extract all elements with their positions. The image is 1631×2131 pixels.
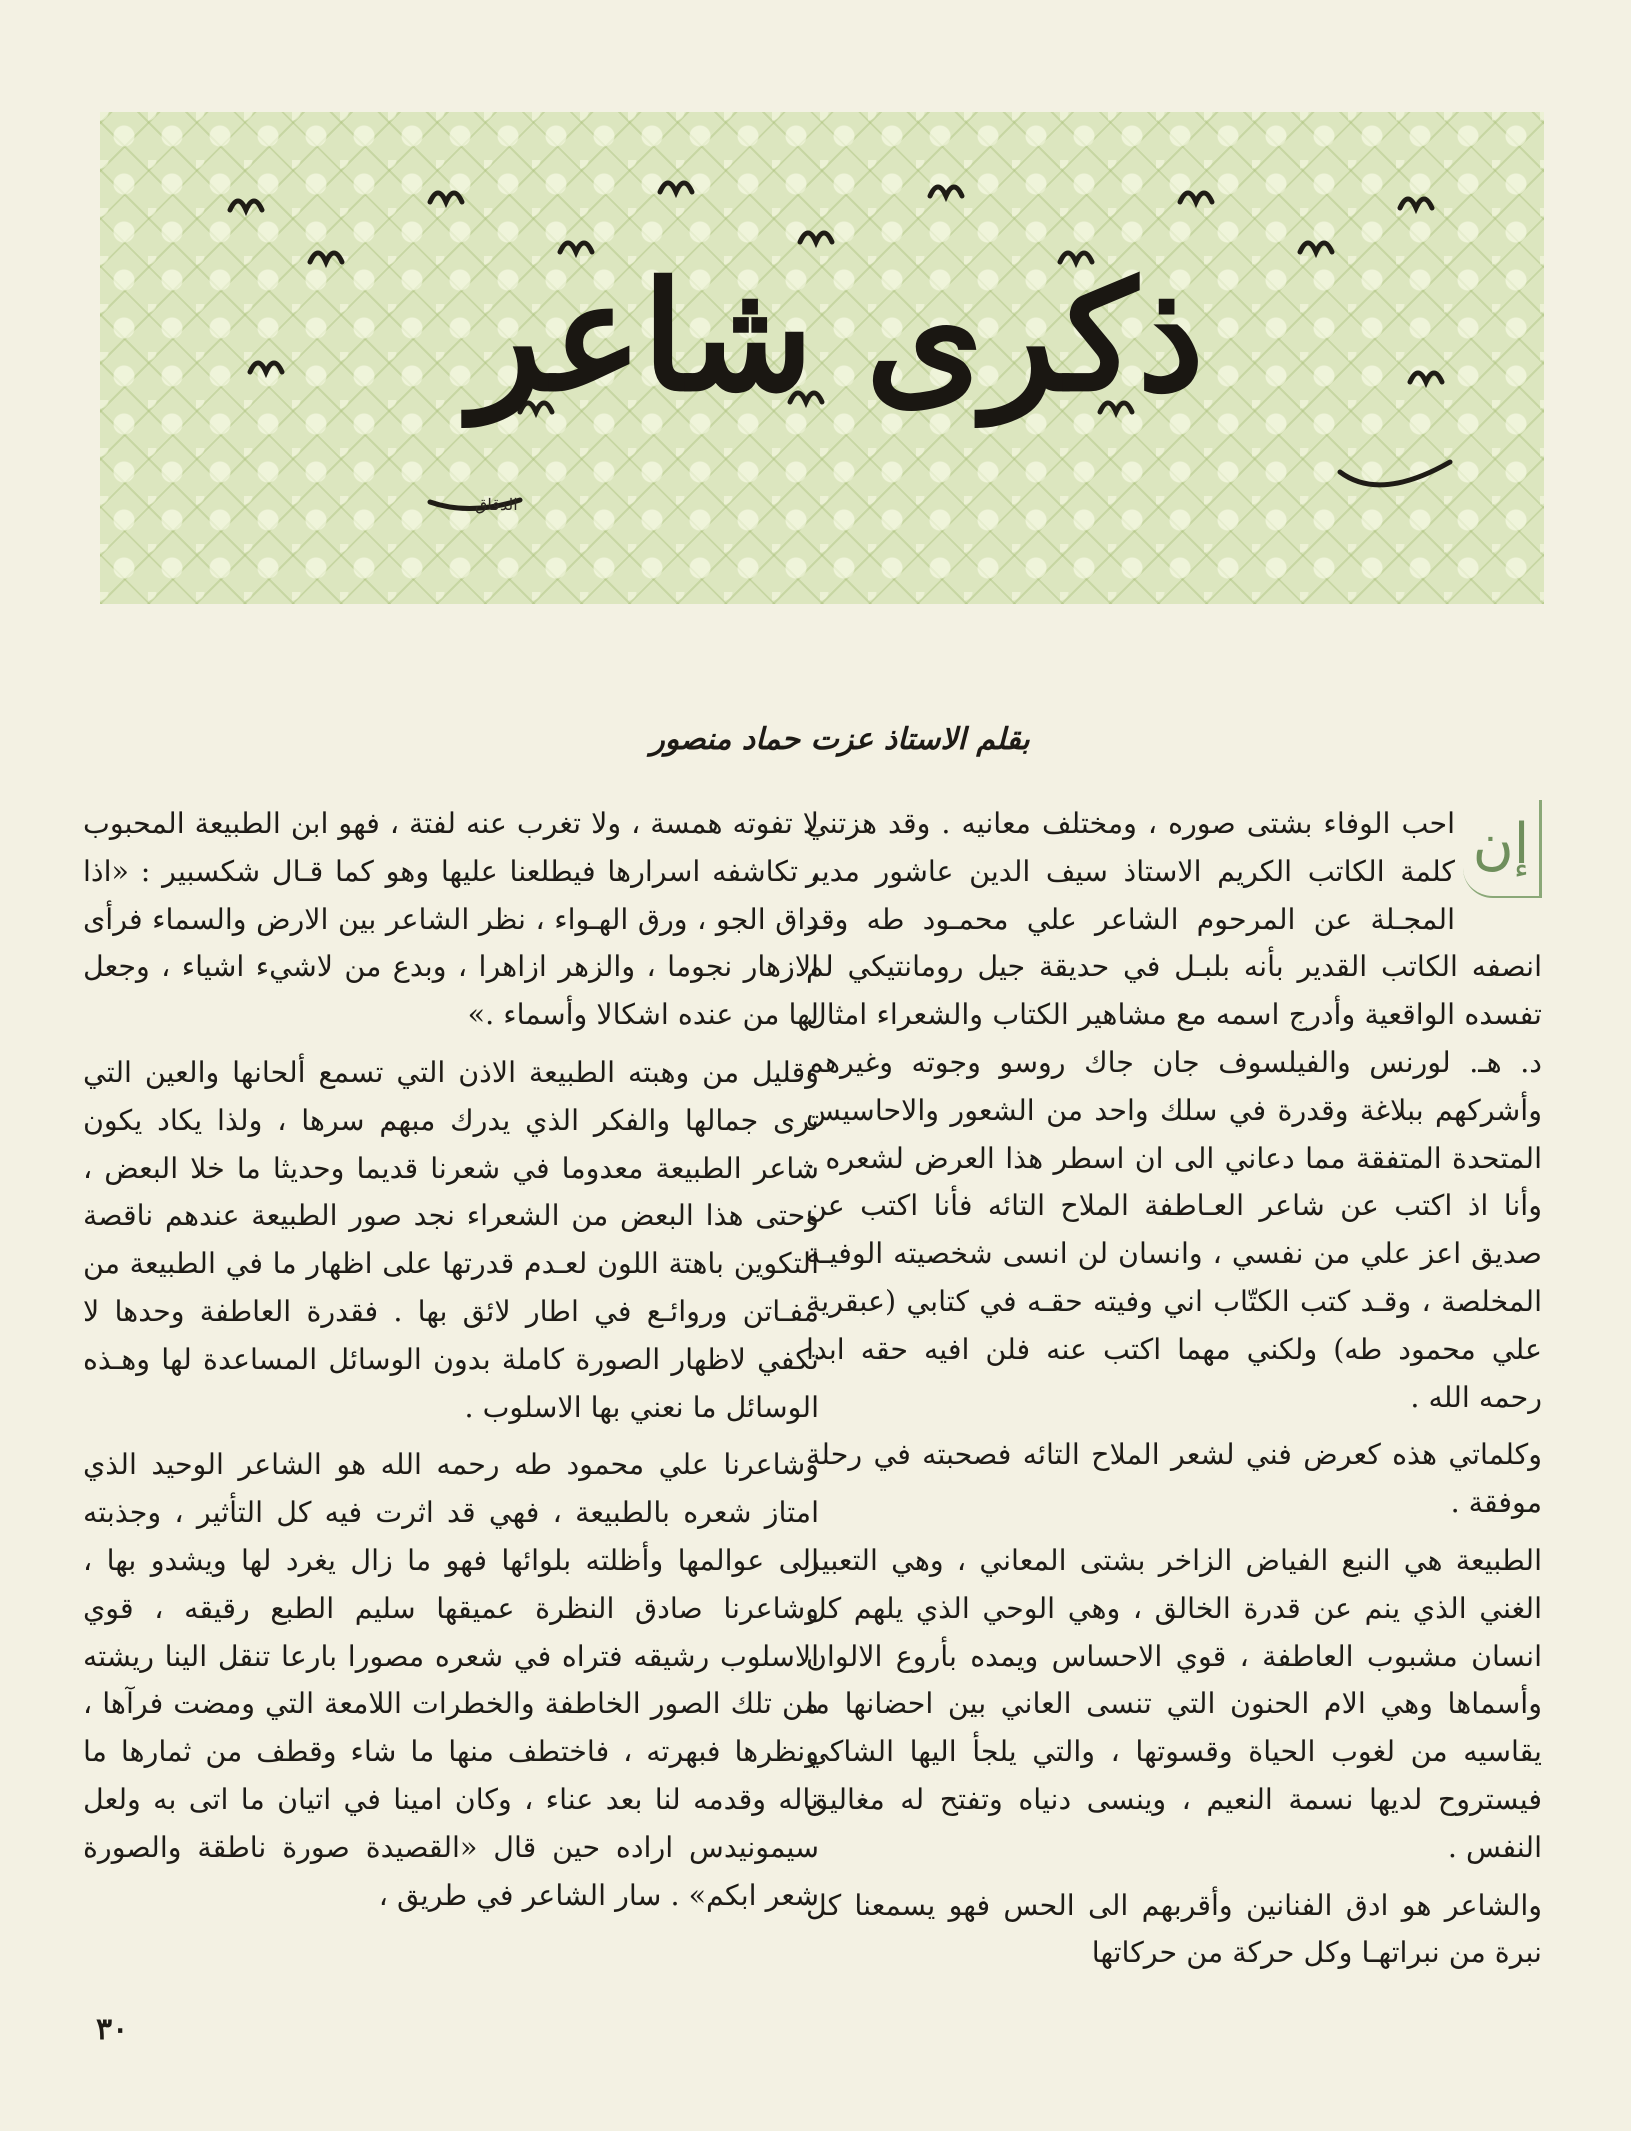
paragraph: والشاعر هو ادق الفنانين وأقربهم الى الحس فهو يسمعنا كل نبرة من نبراتهـا وكل حركة من حركاتها — [806, 1888, 1542, 1970]
page-number: ٣٠ — [96, 2012, 129, 2047]
calligrapher-signature: الدقاق — [475, 495, 518, 514]
right-text-column — [806, 800, 1542, 1977]
title-banner — [100, 112, 1544, 604]
paragraph: لا تفوته همسة ، ولا تغرب عنه لفتة ، فهو ابن الطبيعة المحبوب ، تكاشفه اسرارها فيطلعنا عليها وهو كما قـال شكسبير : «اذا راق الجو ، ورق الهـواء ، نظر الشاعر بين الارض والسماء فرأى الازهار نجوما ، والزهر ازاهرا ، وبدع من لاشيء اشياء ، وجعل لها من عنده اشكالا وأسماء .» — [83, 807, 819, 1032]
paragraph: وقليل من وهبته الطبيعة الاذن التي تسمع ألحانها والعين التي ترى جمالها والفكر الذي يدرك مبهم سرها ، ولذا يكاد يكون شاعر الطبيعة معدوما في شعرنا قديما وحديثا ما خلا البعض ، وحتى هذا البعض من الشعراء نجد صور الطبيعة عندهم ناقصة التكوين باهتة اللون لعـدم قدرتها على اظهار ما في الطبيعة من مفـاتن وروائـع في اطار لائق بها . فقدرة العاطفة وحدها لا تكفي لاظهار الصورة كاملة بدون الوسائل المساعدة لها وهـذه الوسائل ما نعني بها الاسلوب . — [83, 1055, 819, 1424]
paragraph: وكلماتي هذه كعرض فني لشعر الملاح التائه فصحبته في رحلة موفقة . — [806, 1438, 1542, 1520]
paragraph: احب الوفاء بشتى صوره ، ومختلف معانيه . وقد هزتني كلمة الكاتب الكريم الاستاذ سيف الدين عاشور مدير المجـلة عن المرحوم الشاعر علي محمـود طه وقد انصفه الكاتب القدير بأنه بلبـل في حديقة جيل رومانتيكي لم تفسده الواقعية وأدرج اسمه مع مشاهير الكتاب والشعراء امثال د. هـ. لورنس والفيلسوف جان جاك روسو وجوته وغيرهم وأشركهم ببلاغة وقدرة في سلك واحد من الشعور والاحاسيس المتحدة المتفقة مما دعاني الى ان اسطر هذا العرض لشعره . وأنا اذ اكتب عن شاعر العـاطفة الملاح التائه فأنا اكتب عن صديق اعز علي من نفسي ، وانسان لن انسى شخصيته الوفيـة المخلصة ، وقـد كتب الكتّاب اني وفيته حقـه في كتابي (عبقرية علي محمود طه) ولكني مهما اكتب عنه فلن افيه حقه ابدا رحمه الله . — [806, 807, 1542, 1414]
paragraph: وشاعرنا علي محمود طه رحمه الله هو الشاعر الوحيد الذي امتاز شعره بالطبيعة ، فهي قد اثرت فيه كل التأثير ، وجذبته الى عوالمها وأظلته بلوائها فهو ما زال يغرد لها ويشدو بها ، وشاعرنا صادق النظرة عميقها سليم الطبع رقيقه ، قوي الاسلوب رشيقه فتراه في شعره مصورا بارعا تنقل الينا ريشته من تلك الصور الخاطفة والخطرات اللامعة التي ومضت فرآها ، ونظرها فبهرته ، فاختطف منها ما شاء وقطف من ثمارها ما ناله وقدمه لنا بعد عناء ، وكان امينا في اتيان ما اتى به ولعل سيمونيدس اراده حين قال «القصيدة صورة ناطقة والصورة شعر ابكم» . سار الشاعر في طريق ، — [83, 1448, 819, 1912]
author-byline: بقلم الاستاذ عزت حماد منصور — [650, 722, 1030, 757]
left-text-column — [83, 800, 819, 1919]
drop-cap: إن — [1463, 800, 1542, 898]
paragraph: الطبيعة هي النبع الفياض الزاخر بشتى المعاني ، وهي التعبير الغني الذي ينم عن قدرة الخالق ، وهي الوحي الذي يلهم كل انسان مشبوب العاطفة ، قوي الاحساس ويمده بأروع الالوان وأسماها وهي الام الحنون التي تنسى العاني بين احضانها ما يقاسيه من لغوب الحياة وقسوتها ، والتي يلجأ اليها الشاكي فيستروح لديها نسمة النعيم ، وينسى دنياه وتفتح له مغاليق النفس . — [806, 1543, 1542, 1864]
article-title: ذكرى شاعر — [469, 249, 1205, 425]
